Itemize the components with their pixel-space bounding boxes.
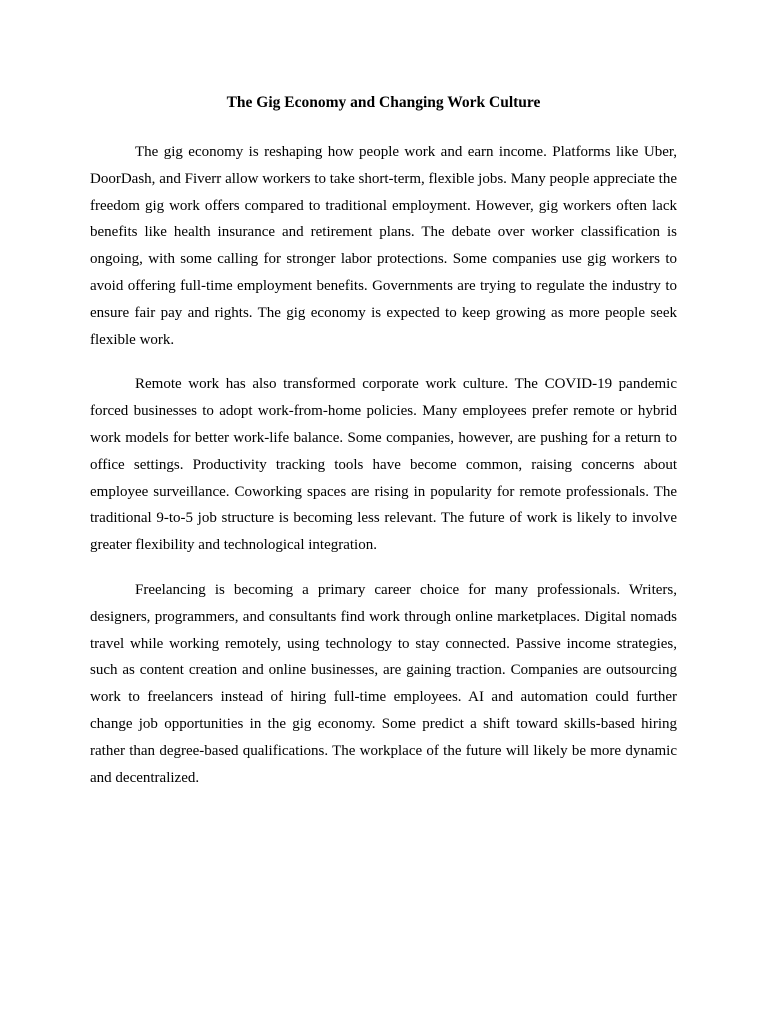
document-body [90,139,677,791]
paragraph-3: Freelancing is becoming a primary career choice for many professionals. Writers, designers, programmers, and consultants find work through online marketplaces. Digital nomads travel while working remotely, using technology to stay connected. Passive income strategies, such as content creation and online businesses, are gaining traction. Companies are outsourcing work to freelancers instead of hiring full-time employees. AI and automation could further change job opportunities in the gig economy. Some predict a shift toward skills-based hiring rather than degree-based qualifications. The workplace of the future will likely be more dynamic and decentralized. [90,581,677,786]
paragraph-1: The gig economy is reshaping how people work and earn income. Platforms like Uber, DoorDash, and Fiverr allow workers to take short-term, flexible jobs. Many people appreciate the freedom gig work offers compared to traditional employment. However, gig workers often lack benefits like health insurance and retirement plans. The debate over worker classification is ongoing, with some calling for stronger labor protections. Some companies use gig workers to avoid offering full-time employment benefits. Governments are trying to regulate the industry to ensure fair pay and rights. The gig economy is expected to keep growing as more people seek flexible work. [90,144,677,348]
paragraph-2: Remote work has also transformed corporate work culture. The COVID-19 pandemic forced businesses to adopt work-from-home policies. Many employees prefer remote or hybrid work models for better work-life balance. Some companies, however, are pushing for a return to office settings. Productivity tracking tools have become common, raising concerns about employee surveillance. Coworking spaces are rising in popularity for remote professionals. The traditional 9-to-5 job structure is becoming less relevant. The future of work is likely to involve greater flexibility and technological integration. [90,376,677,554]
document-title: The Gig Economy and Changing Work Culture [226,94,541,111]
